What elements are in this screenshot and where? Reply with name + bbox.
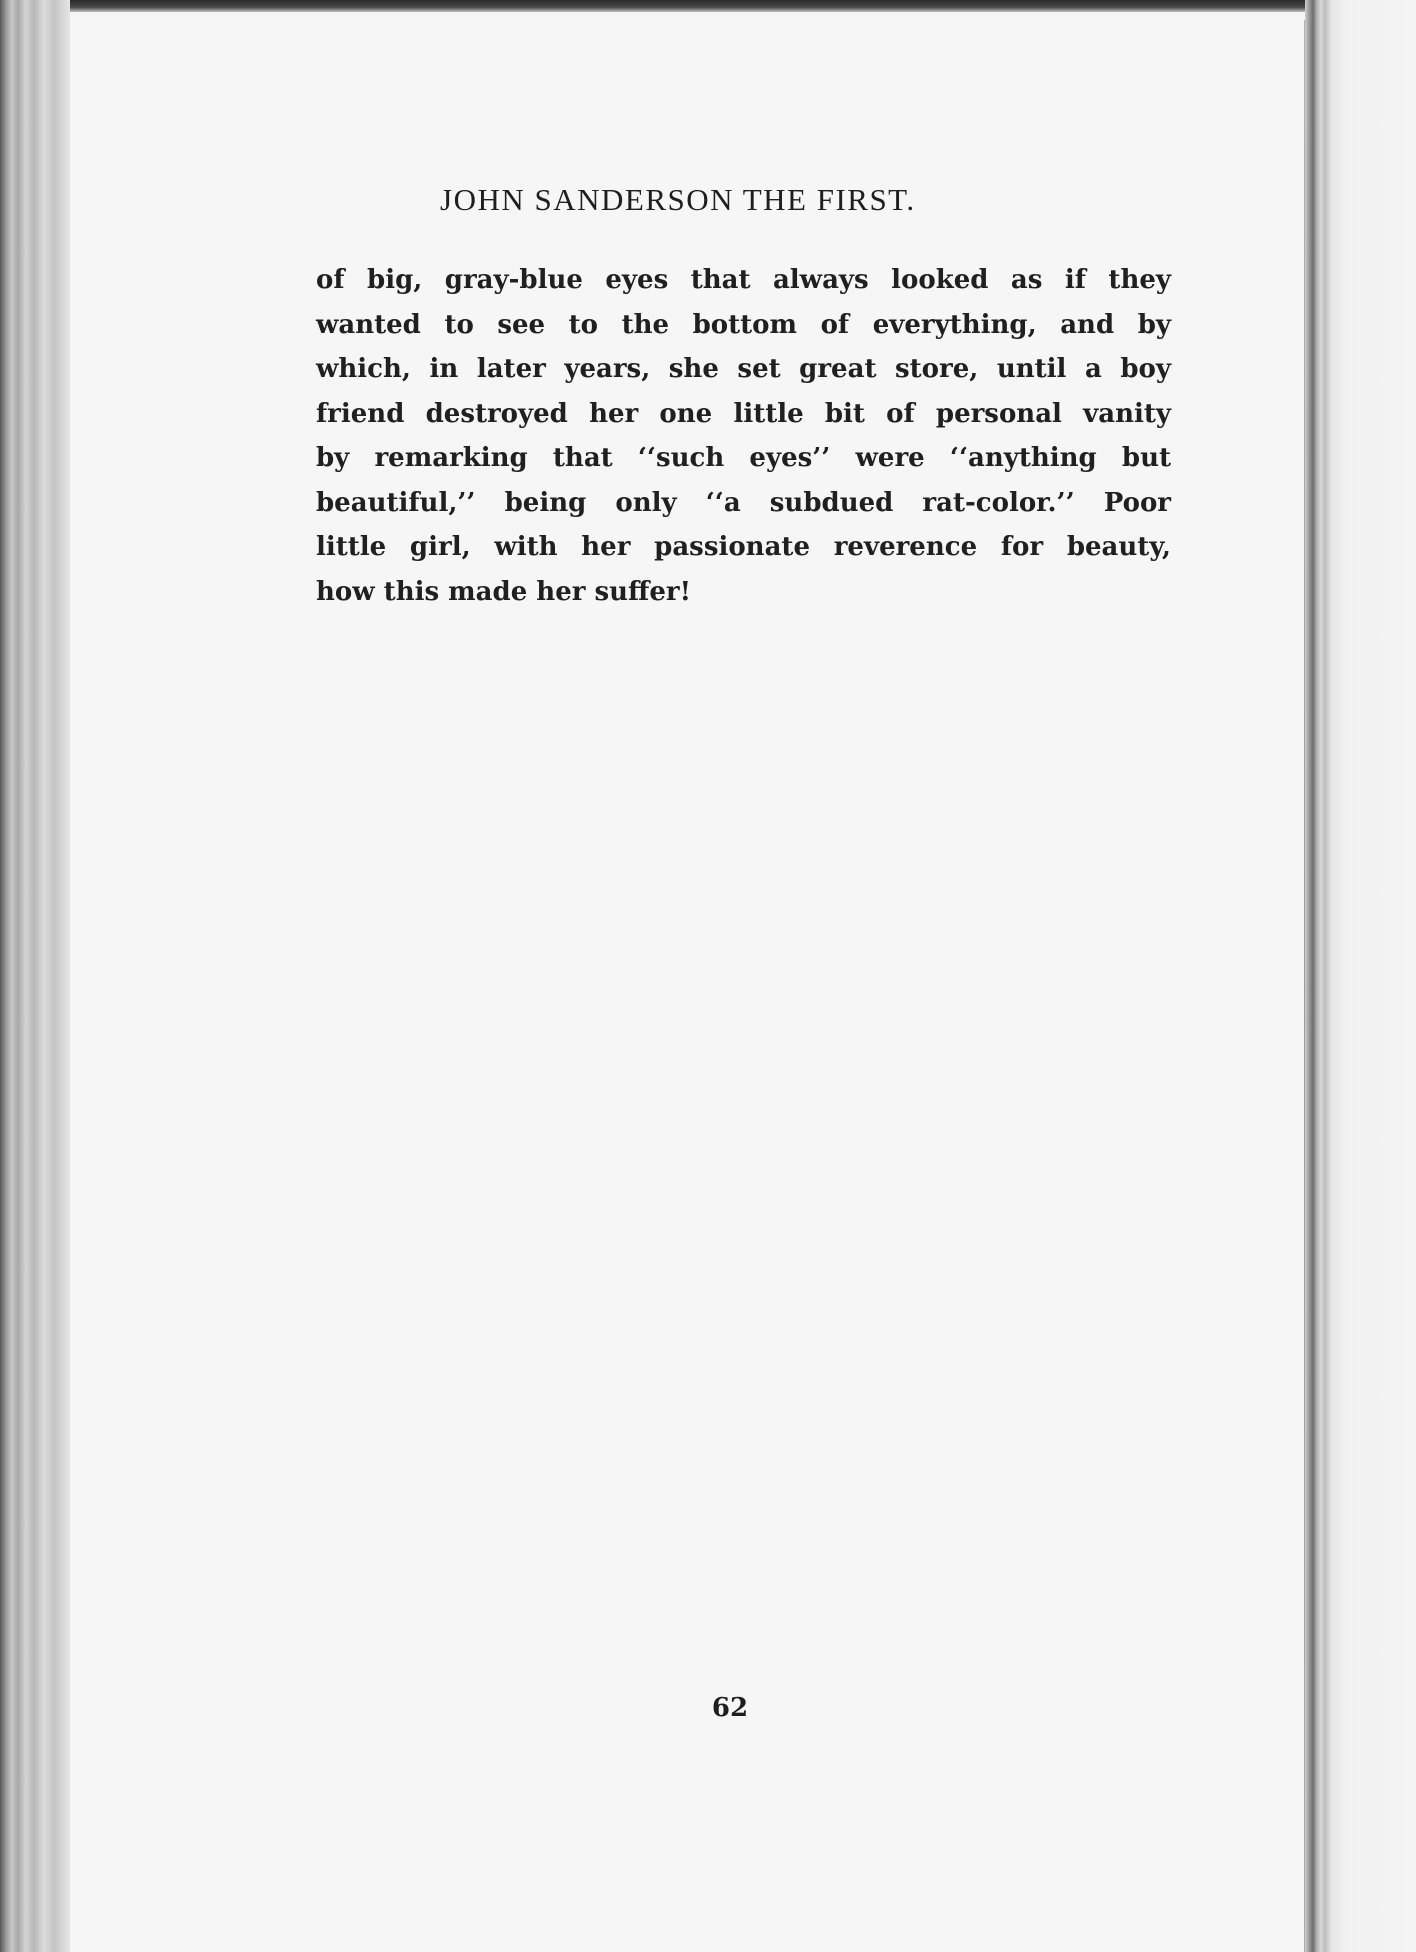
text-line: which, in later years, she set great store, until a boy xyxy=(316,354,1171,384)
text-line: little girl, with her passionate reverence for beauty, xyxy=(316,532,1171,562)
running-head: JOHN SANDERSON THE FIRST. xyxy=(440,182,916,217)
top-scan-edge xyxy=(0,0,1416,12)
text-line: beautiful,’’ being only ‘‘a subdued rat-color.’’ Poor xyxy=(316,487,1171,518)
text-line: by remarking that ‘‘such eyes’’ were ‘‘anything but xyxy=(316,443,1171,473)
body-paragraph xyxy=(316,258,1171,614)
left-page-edges xyxy=(0,0,70,1952)
text-line: friend destroyed her one little bit of personal vanity xyxy=(316,398,1171,429)
text-line: how this made her suffer! xyxy=(316,576,692,607)
right-page-edge xyxy=(1305,0,1416,1952)
page-number: 62 xyxy=(711,1693,749,1723)
text-line: wanted to see to the bottom of everything, and by xyxy=(316,309,1171,340)
text-line: of big, gray-blue eyes that always looked as if they xyxy=(316,265,1171,295)
